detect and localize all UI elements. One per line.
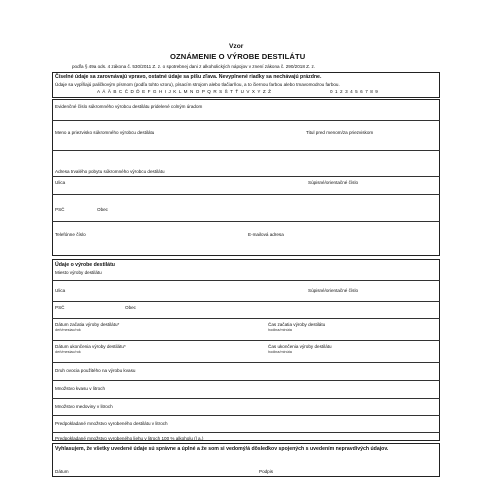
production-place-field[interactable] [52,280,440,281]
municipality-field[interactable] [52,221,440,222]
email-label: E-mailová adresa [248,232,284,237]
production-street-field[interactable] [52,301,440,302]
fruit-type-label: Druh ovocia použitého na výrobu kvasu [55,368,136,373]
expected-distillate-label: Predpokladané množstvo vyrobeného destilátu v litroch [55,421,168,426]
end-date-label: Dátum ukončenia výroby destilátu* [55,344,126,349]
registration-number-label: Evidenčné číslo súkromného výrobcu destilátu pridelené colným úradom [55,104,203,109]
house-number-label: Súpisné/orientačné číslo [308,180,359,185]
start-time-format: hodina/minúta [268,328,292,332]
production-place-label: Miesto výroby destilátu [55,270,102,275]
declaration-text: Vyhlasujem, že všetky uvedené údaje sú správne a úplné a že som si vedomý/á dôsledkov spojených s uvedením nepravdivých údajov. [55,446,389,452]
producer-section [52,99,440,256]
production-postal-code-label: PSČ [55,305,65,310]
start-date-label: Dátum začatia výroby destilátu* [55,322,120,327]
instructions-digits: 0 1 2 3 4 5 6 7 8 9 [330,89,379,94]
address-divider [52,176,440,177]
production-municipality-label: Obec [125,305,136,310]
declaration-signature-label: Podpis [259,469,274,474]
fruit-type-field[interactable] [52,380,440,381]
instructions-line2: Údaje sa vypĺňajú paličkovým písmom (podľa tohto vzoru), písacím strojom alebo tlačiarňou, a to čiernou farbou alebo tmavomodrou farbou. [55,82,340,87]
producer-name-label: Meno a priezvisko súkromného výrobcu destilátu [55,130,155,135]
honey-wine-amount-label: Množstvo medoviny v litroch [55,404,113,409]
start-date-format: deň/mesiac/rok [55,328,81,332]
production-heading: Údaje o výrobe destilátu [55,262,115,268]
form-title: OZNÁMENIE O VÝROBE DESTILÁTU [170,52,306,61]
legal-basis: podľa § 49a ods. 4 zákona č. 530/2011 Z. z. o spotrebnej dani z alkoholických nápojov v znení zákona č. 290/2018 Z. z. [72,64,316,69]
postal-code-label: PSČ [55,207,65,212]
producer-title-label: Titul pred menom/za priezviskom [306,130,374,135]
instructions-letters: A Á Ä B C Č D Ď E F G H I J K L M N O P Q R S Š T Ť U V X Y Z Ž [97,89,272,94]
mash-amount-label: Množstvo kvasu v litroch [55,386,106,391]
producer-name-field[interactable] [52,150,440,151]
production-municipality-field[interactable] [52,318,440,319]
registration-number-field[interactable] [52,120,440,121]
mash-amount-field[interactable] [52,398,440,399]
address-header-label: Adresa trvalého pobytu súkromného výrobcu destilátu [55,169,165,174]
municipality-label: Obec [97,207,108,212]
expected-alcohol-label: Predpokladané množstvo vyrobeného liehu v litroch 100 % alkoholu (l a.) [55,436,204,441]
start-time-label: Čas začatia výroby destilátu [268,322,326,327]
honey-wine-amount-field[interactable] [52,415,440,416]
start-date-field[interactable] [52,340,440,341]
production-street-label: Ulica [55,288,66,293]
end-date-field[interactable] [52,362,440,363]
declaration-date-label: Dátum [55,469,69,474]
production-section [52,259,440,441]
instructions-line1: Číselné údaje sa zarovnávajú vpravo, ostatné údaje sa píšu zľava. Nevyplnené riadky sa nechávajú prázdne. [55,74,322,80]
street-field[interactable] [52,194,440,195]
end-time-label: Čas ukončenia výroby destilátu [268,344,332,349]
phone-label: Telefónne číslo [55,232,86,237]
street-label: Ulica [55,180,66,185]
production-house-number-label: Súpisné/orientačné číslo [308,288,359,293]
end-date-format: deň/mesiac/rok [55,350,81,354]
expected-distillate-field[interactable] [52,432,440,433]
vzor-label: Vzor [229,43,244,50]
end-time-format: hodina/minúta [268,350,292,354]
